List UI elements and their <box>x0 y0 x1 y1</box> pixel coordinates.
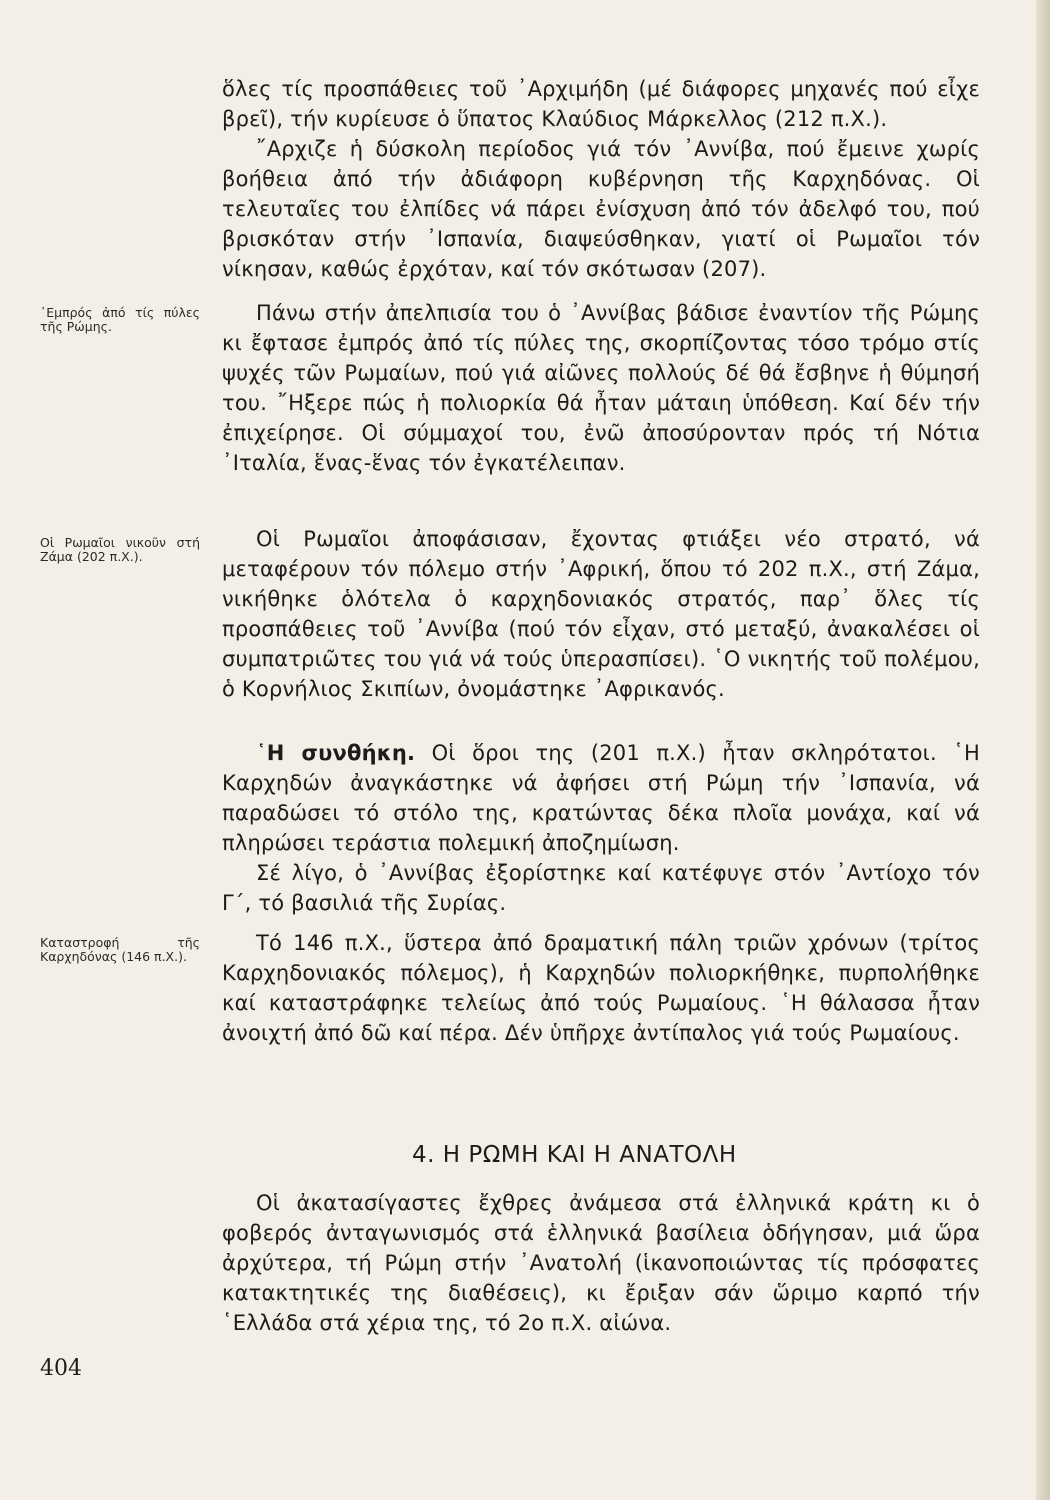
page-number: 404 <box>40 1356 82 1381</box>
paragraph-text: Οἱ Ρωμαῖοι ἀποφάσισαν, ἔχοντας φτιάξει νέο στρατό, νά μεταφέρουν τόν πόλεμο στήν ᾿Αφρική, ὅπου τό 202 π.Χ., στή Ζάμα, νικήθηκε ὁλότελα ὁ καρχηδονιακός στρατός, παρ᾿ ὅλες τίς προσπάθειες τοῦ ᾿Αννίβα (πού τόν εἶχαν, στό μεταξύ, ἀνακαλέσει οἱ συμπατριῶτες του γιά νά τούς ὑπερασπίσει). ῾Ο νικητής τοῦ πολέμου, ὁ Κορνήλιος Σκιπίων, ὀνομάστηκε ᾿Αφρικανός. <box>222 527 980 701</box>
paragraph-text: Τό 146 π.Χ., ὕστερα ἀπό δραματική πάλη τριῶν χρόνων (τρίτος Καρχηδονιακός πόλεμος), ἡ Καρχηδών πολιορκήθηκε, πυρπολήθηκε καί καταστράφηκε τελείως ἀπό τούς Ρωμαίους. ῾Η θάλασσα ἦταν ἀνοιχτή ἀπό δῶ καί πέρα. Δέν ὑπῆρχε ἀντίπαλος γιά τούς Ρωμαίους. <box>222 931 980 1045</box>
paragraph-text: ὅλες τίς προσπάθειες τοῦ ᾿Αρχιμήδη (μέ διάφορες μηχανές πού εἶχε βρεῖ), τήν κυρίευσε ὁ ὕπατος Κλαύδιος Μάρκελλος (212 π.Χ.). <box>222 77 980 131</box>
paragraph-text: Οἱ ἀκατασίγαστες ἔχθρες ἀνάμεσα στά ἑλληνικά κράτη κι ὁ φοβερός ἀνταγωνισμός στά ἑλληνικά βασίλεια ὁδήγησαν, μιά ὥρα ἀρχύτερα, τή Ρώμη στήν ᾿Ανατολή (ἱκανοποιώντας τίς πρόσφατες κατακτητικές της διαθέσεις), κι ἔριξαν σάν ὥριμο καρπό τήν ῾Ελλάδα στά χέρια της, τό 2ο π.Χ. αἰώνα. <box>222 1191 980 1335</box>
paragraph-carthage-destruction <box>222 928 980 1048</box>
margin-note-gates: ᾿Εμπρός ἀπό τίς πύλες τῆς Ρώμης. <box>40 305 200 334</box>
section-heading: 4. Η ΡΩΜΗ ΚΑΙ Η ΑΝΑΤΟΛΗ <box>412 1142 737 1168</box>
paragraph-exile: Σέ λίγο, ὁ ᾿Αννίβας ἐξορίστηκε καί κατέφυγε στόν ᾿Αντίοχο τόν Γ΄, τό βασιλιά τῆς Συρίας. <box>222 861 980 915</box>
paragraph-text: Πάνω στήν ἀπελπισία του ὁ ᾿Αννίβας βάδισε ἐναντίον τῆς Ρώμης κι ἔφτασε ἐμπρός ἀπό τίς πύλες της, σκορπίζοντας τόσο τρόμο στίς ψυχές τῶν Ρωμαίων, πού γιά αἰῶνες πολλούς δέ θά ἔσβηνε ἡ θύμησή του. ῎Ηξερε πώς ἡ πολιορκία θά ἦταν μάταιη ὑπόθεση. Καί δέν τήν ἐπιχείρησε. Οἱ σύμμαχοί του, ἐνῶ ἀποσύρονταν πρός τή Νότια ᾿Ιταλία, ἕνας-ἕνας τόν ἐγκατέλειπαν. <box>222 301 980 475</box>
paragraph-gates-of-rome <box>222 298 980 478</box>
treaty-lead: ῾Η συνθήκη. <box>256 741 416 765</box>
paragraph-rome-east <box>222 1188 980 1338</box>
paragraph-treaty-text <box>222 738 980 858</box>
margin-note-zama: Οἱ Ρωμαῖοι νικοῦν στή Ζάμα (202 π.Χ.). <box>40 535 200 564</box>
paragraph-zama <box>222 524 980 704</box>
paragraph-hannibal-difficult: ῎Αρχιζε ἡ δύσκολη περίοδος γιά τόν ᾿Αννίβα, πού ἔμεινε χωρίς βοήθεια ἀπό τήν ἀδιάφορη κυβέρνηση τῆς Καρχηδόνας. Οἱ τελευταῖες του ἐλπίδες νά πάρει ἐνίσχυση ἀπό τόν ἀδελφό του, πού βρισκόταν στήν ᾿Ισπανία, διαψεύσθηκαν, γιατί οἱ Ρωμαῖοι τόν νίκησαν, καθώς ἐρχόταν, καί τόν σκότωσαν (207). <box>222 137 980 281</box>
paragraph-archimedes <box>222 74 980 284</box>
paragraph-treaty <box>222 738 980 918</box>
margin-note-carthage: Καταστροφή τῆς Καρχηδόνας (146 π.Χ.). <box>40 935 200 964</box>
page-edge <box>1036 0 1050 1500</box>
treaty-body: Οἱ ὅροι της (201 π.Χ.) ἦταν σκληρότατοι. ῾Η Καρχηδών ἀναγκάστηκε νά ἀφήσει στή Ρώμη τήν ᾿Ισπανία, νά παραδώσει τό στόλο της, κρατώντας δέκα πλοῖα μονάχα, καί νά πληρώσει τεράστια πολεμική ἀποζημίωση. <box>222 741 980 855</box>
